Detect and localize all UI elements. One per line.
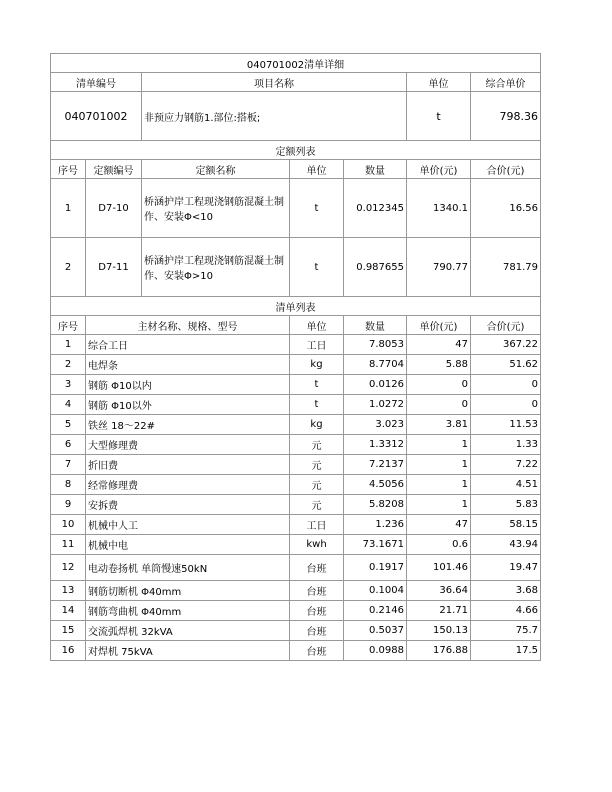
material-qty: 0.1004: [344, 581, 407, 601]
material-unit: 工日: [290, 335, 344, 355]
material-no: 16: [51, 641, 86, 661]
quota-unit: t: [290, 179, 344, 238]
material-total: 0: [471, 395, 541, 415]
material-total: 4.66: [471, 601, 541, 621]
material-unit: 台班: [290, 621, 344, 641]
material-unit: 台班: [290, 555, 344, 581]
material-row: [51, 415, 541, 435]
material-price: 1: [407, 475, 471, 495]
material-name: 钢筋 Φ10以内: [86, 375, 290, 395]
material-total: 19.47: [471, 555, 541, 581]
mat-col-unit: 单位: [290, 316, 344, 335]
material-name: 综合工日: [86, 335, 290, 355]
quota-price: 790.77: [407, 238, 471, 297]
material-row: [51, 621, 541, 641]
quota-name: 桥涵护岸工程现浇钢筋混凝土制作、安装Φ<10: [142, 179, 290, 238]
quota-section-title: 定额列表: [51, 141, 541, 160]
item-code: 040701002: [51, 92, 142, 141]
material-total: 5.83: [471, 495, 541, 515]
material-no: 8: [51, 475, 86, 495]
quota-code: D7-10: [86, 179, 142, 238]
quota-col-price: 单价(元): [407, 160, 471, 179]
material-qty: 0.1917: [344, 555, 407, 581]
material-row: [51, 581, 541, 601]
material-no: 13: [51, 581, 86, 601]
material-no: 15: [51, 621, 86, 641]
material-price: 1: [407, 495, 471, 515]
material-price: 1: [407, 455, 471, 475]
material-row: [51, 355, 541, 375]
material-no: 11: [51, 535, 86, 555]
material-no: 14: [51, 601, 86, 621]
mat-col-name: 主材名称、规格、型号: [86, 316, 290, 335]
material-no: 10: [51, 515, 86, 535]
quota-no: 1: [51, 179, 86, 238]
material-name: 经常修理费: [86, 475, 290, 495]
material-total: 0: [471, 375, 541, 395]
material-unit: 台班: [290, 601, 344, 621]
mat-col-total: 合价(元): [471, 316, 541, 335]
material-row: [51, 335, 541, 355]
material-name: 钢筋 Φ10以外: [86, 395, 290, 415]
material-no: 3: [51, 375, 86, 395]
item-price: 798.36: [471, 92, 541, 141]
material-price: 21.71: [407, 601, 471, 621]
material-row: [51, 535, 541, 555]
material-unit: kg: [290, 355, 344, 375]
material-price: 1: [407, 435, 471, 455]
material-row: [51, 601, 541, 621]
material-qty: 7.2137: [344, 455, 407, 475]
materials-header-row: [51, 316, 541, 335]
material-qty: 8.7704: [344, 355, 407, 375]
material-row: [51, 495, 541, 515]
mat-col-no: 序号: [51, 316, 86, 335]
quota-col-no: 序号: [51, 160, 86, 179]
quota-total: 16.56: [471, 179, 541, 238]
quota-col-unit: 单位: [290, 160, 344, 179]
item-name: 非预应力钢筋1.部位:搭板;: [142, 92, 407, 141]
header-name: 项目名称: [142, 73, 407, 92]
material-qty: 1.0272: [344, 395, 407, 415]
material-unit: 台班: [290, 581, 344, 601]
quota-row: [51, 179, 541, 238]
material-name: 钢筋切断机 Φ40mm: [86, 581, 290, 601]
material-row: [51, 455, 541, 475]
material-name: 电动卷扬机 单筒慢速50kN: [86, 555, 290, 581]
material-qty: 7.8053: [344, 335, 407, 355]
material-qty: 4.5056: [344, 475, 407, 495]
material-total: 367.22: [471, 335, 541, 355]
material-qty: 73.1671: [344, 535, 407, 555]
material-no: 2: [51, 355, 86, 375]
material-price: 5.88: [407, 355, 471, 375]
material-unit: t: [290, 375, 344, 395]
quota-code: D7-11: [86, 238, 142, 297]
material-qty: 0.2146: [344, 601, 407, 621]
quota-col-qty: 数量: [344, 160, 407, 179]
material-total: 17.5: [471, 641, 541, 661]
mat-col-price: 单价(元): [407, 316, 471, 335]
quota-unit: t: [290, 238, 344, 297]
material-total: 51.62: [471, 355, 541, 375]
quota-qty: 0.987655: [344, 238, 407, 297]
material-no: 12: [51, 555, 86, 581]
material-price: 0: [407, 375, 471, 395]
material-total: 7.22: [471, 455, 541, 475]
material-qty: 0.5037: [344, 621, 407, 641]
material-total: 58.15: [471, 515, 541, 535]
material-price: 0: [407, 395, 471, 415]
mat-col-qty: 数量: [344, 316, 407, 335]
material-unit: 元: [290, 495, 344, 515]
material-name: 铁丝 18～22#: [86, 415, 290, 435]
material-row: [51, 555, 541, 581]
header-code: 清单编号: [51, 73, 142, 92]
material-name: 钢筋弯曲机 Φ40mm: [86, 601, 290, 621]
material-qty: 0.0126: [344, 375, 407, 395]
material-unit: 元: [290, 455, 344, 475]
material-row: [51, 515, 541, 535]
material-row: [51, 395, 541, 415]
header-price: 综合单价: [471, 73, 541, 92]
material-unit: 台班: [290, 641, 344, 661]
material-no: 7: [51, 455, 86, 475]
material-no: 4: [51, 395, 86, 415]
material-price: 47: [407, 515, 471, 535]
material-price: 101.46: [407, 555, 471, 581]
material-row: [51, 435, 541, 455]
material-unit: kg: [290, 415, 344, 435]
material-name: 安拆费: [86, 495, 290, 515]
material-qty: 3.023: [344, 415, 407, 435]
material-unit: 元: [290, 475, 344, 495]
material-name: 电焊条: [86, 355, 290, 375]
material-price: 47: [407, 335, 471, 355]
material-price: 0.6: [407, 535, 471, 555]
quota-total: 781.79: [471, 238, 541, 297]
material-total: 1.33: [471, 435, 541, 455]
material-qty: 1.236: [344, 515, 407, 535]
quota-row: [51, 238, 541, 297]
material-name: 大型修理费: [86, 435, 290, 455]
table-title: 040701002清单详细: [51, 54, 541, 73]
material-qty: 1.3312: [344, 435, 407, 455]
material-name: 机械中电: [86, 535, 290, 555]
material-price: 36.64: [407, 581, 471, 601]
material-price: 176.88: [407, 641, 471, 661]
material-no: 1: [51, 335, 86, 355]
material-row: [51, 641, 541, 661]
material-total: 43.94: [471, 535, 541, 555]
quota-no: 2: [51, 238, 86, 297]
materials-section-title: 清单列表: [51, 297, 541, 316]
quota-header-row: [51, 160, 541, 179]
quota-col-total: 合价(元): [471, 160, 541, 179]
quota-col-name: 定额名称: [142, 160, 290, 179]
header-unit: 单位: [407, 73, 471, 92]
material-no: 5: [51, 415, 86, 435]
material-price: 150.13: [407, 621, 471, 641]
material-unit: 工日: [290, 515, 344, 535]
material-qty: 5.8208: [344, 495, 407, 515]
material-total: 3.68: [471, 581, 541, 601]
item-unit: t: [407, 92, 471, 141]
material-name: 对焊机 75kVA: [86, 641, 290, 661]
material-name: 折旧费: [86, 455, 290, 475]
material-no: 9: [51, 495, 86, 515]
quota-price: 1340.1: [407, 179, 471, 238]
material-name: 交流弧焊机 32kVA: [86, 621, 290, 641]
material-total: 4.51: [471, 475, 541, 495]
material-no: 6: [51, 435, 86, 455]
quota-col-code: 定额编号: [86, 160, 142, 179]
material-unit: kwh: [290, 535, 344, 555]
material-row: [51, 375, 541, 395]
material-unit: 元: [290, 435, 344, 455]
material-unit: t: [290, 395, 344, 415]
material-total: 75.7: [471, 621, 541, 641]
material-total: 11.53: [471, 415, 541, 435]
quota-name: 桥涵护岸工程现浇钢筋混凝土制作、安装Φ>10: [142, 238, 290, 297]
quota-qty: 0.012345: [344, 179, 407, 238]
bill-detail-table: [50, 53, 541, 661]
material-qty: 0.0988: [344, 641, 407, 661]
material-price: 3.81: [407, 415, 471, 435]
material-name: 机械中人工: [86, 515, 290, 535]
material-row: [51, 475, 541, 495]
